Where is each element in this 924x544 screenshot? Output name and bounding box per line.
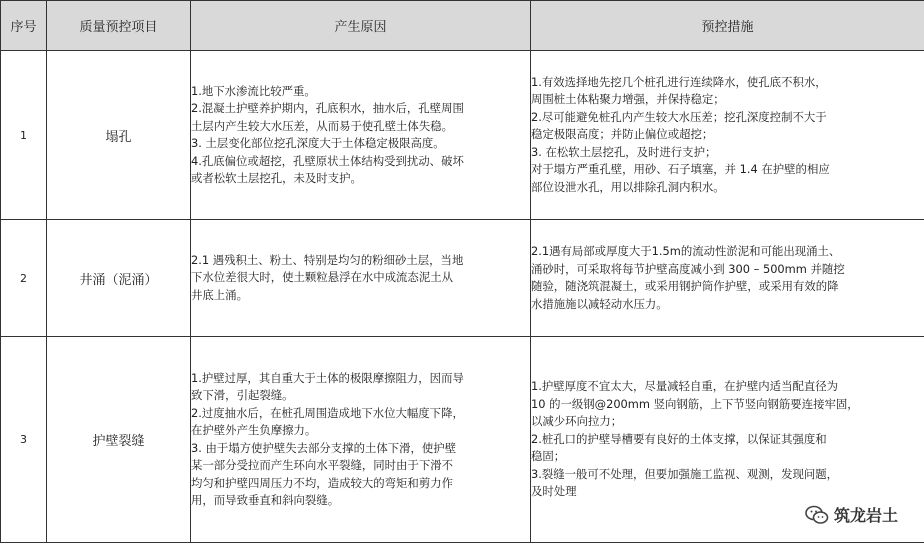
row-seq: 2: [1, 220, 47, 337]
watermark: [801, 501, 902, 528]
table-row: [1, 220, 924, 337]
measure-line: 3.裂缝一般可不处理，但要加强施工监视、观测，发现问题，: [531, 466, 839, 481]
cause-line: 某一部分受拉而产生环向水平裂缝，同时由于下滑不: [191, 458, 453, 472]
cause-line: 1.地下水渗流比较严重。: [191, 83, 316, 98]
measure-line: 1.护壁厚度不宜太大，尽量减轻自重，在护壁内适当配直径为: [531, 379, 839, 394]
cause-line: 1.护壁过厚，其自重大于土体的极限摩擦阻力，因而导: [191, 370, 464, 385]
cause-line: 致下滑，引起裂缝。: [191, 388, 294, 402]
cause-line: 或者松软土层挖孔，未及时支护。: [191, 171, 362, 185]
cause-line: 在护壁外产生负摩擦力。: [191, 423, 317, 437]
row-cause: [191, 220, 531, 337]
measure-line: 3. 在松软土层挖孔，及时进行支护；: [531, 144, 717, 159]
cause-line: 井底上涌。: [191, 287, 248, 302]
measure-line: 以减少环向拉力；: [531, 414, 623, 429]
measure-line: 及时处理: [531, 484, 577, 499]
measure-line: 2.桩孔口的护壁导槽要有良好的土体支撑，以保证其强度和: [531, 431, 827, 446]
measure-line: 1.有效选择地先挖几个桩孔进行连续降水，使孔底不积水，: [531, 74, 827, 89]
cause-line: 3. 土层变化部位挖孔深度大于土体稳定极限高度。: [191, 136, 445, 150]
measure-line: 水措施施以减轻动水压力。: [531, 296, 668, 311]
row-measure: [531, 220, 924, 337]
row-item: 井涌（泥涌）: [47, 220, 191, 337]
header-item: 质量预控项目: [47, 1, 191, 51]
cause-line: 2.1 遇残积土、粉土、特别是均匀的粉细砂土层，当地: [191, 252, 464, 267]
cause-line: 用，而导致垂直和斜向裂缝。: [191, 493, 340, 507]
row-item: 塌孔: [47, 51, 191, 220]
table-row: [1, 51, 924, 220]
row-cause: [191, 51, 531, 220]
measure-line: 涌砂时，可采取将每节护壁高度减小到 300 – 500mm 并随挖: [531, 261, 845, 276]
row-seq: 1: [1, 51, 47, 220]
measure-line: 稳定极限高度；并防止偏位或超挖；: [531, 127, 714, 142]
cause-line: 下水位差很大时，使土颗粒悬浮在水中成流态泥土从: [191, 270, 453, 285]
measure-line: 部位设泄水孔，用以排除孔洞内积水。: [531, 179, 725, 194]
row-cause: [191, 337, 531, 543]
measure-line: 2.尽可能避免桩孔内产生较大水压差；挖孔深度控制不大于: [531, 109, 827, 124]
measure-line: 2.1遇有局部或厚度大于1.5m的流动性淤泥和可能出现涌土、: [531, 244, 841, 258]
header-measure: 预控措施: [531, 1, 924, 51]
watermark-text: 筑龙岩土: [833, 506, 898, 525]
measure-line: 对于塌方严重孔壁，用砂、石子填塞，并 1.4 在护壁的相应: [531, 162, 830, 177]
row-measure: [531, 51, 924, 220]
cause-line: 2.过度抽水后，在桩孔周围造成地下水位大幅度下降，: [191, 405, 464, 420]
cause-line: 土层内产生较大水压差，从而易于使孔壁土体失稳。: [191, 118, 453, 133]
wechat-icon: [805, 505, 829, 525]
table-row: [1, 337, 924, 543]
cause-line: 均匀和护壁四周压力不均，造成较大的弯矩和剪力作: [191, 475, 453, 490]
measure-line: 随验，随浇筑混凝土，或采用钢护筒作护壁，或采用有效的降: [531, 279, 839, 293]
cause-line: 4.孔底偏位或超挖，孔壁原状土体结构受到扰动、破坏: [191, 153, 464, 168]
table-header-row: [1, 1, 924, 51]
header-seq: 序号: [1, 1, 47, 51]
row-seq: 3: [1, 337, 47, 543]
measure-line: 稳固；: [531, 449, 566, 464]
row-item: 护壁裂缝: [47, 337, 191, 543]
measure-line: 10 的一级钢@200mm 竖向钢筋，上下节竖向钢筋要连接牢固，: [531, 396, 859, 411]
cause-line: 2.混凝土护壁养护期内，孔底积水，抽水后，孔壁周围: [191, 101, 464, 115]
header-cause: 产生原因: [191, 1, 531, 51]
cause-line: 3. 由于塌方使护壁失去部分支撑的土体下滑，使护壁: [191, 440, 457, 455]
measure-line: 周围桩土体粘聚力增强，并保持稳定；: [531, 92, 725, 107]
